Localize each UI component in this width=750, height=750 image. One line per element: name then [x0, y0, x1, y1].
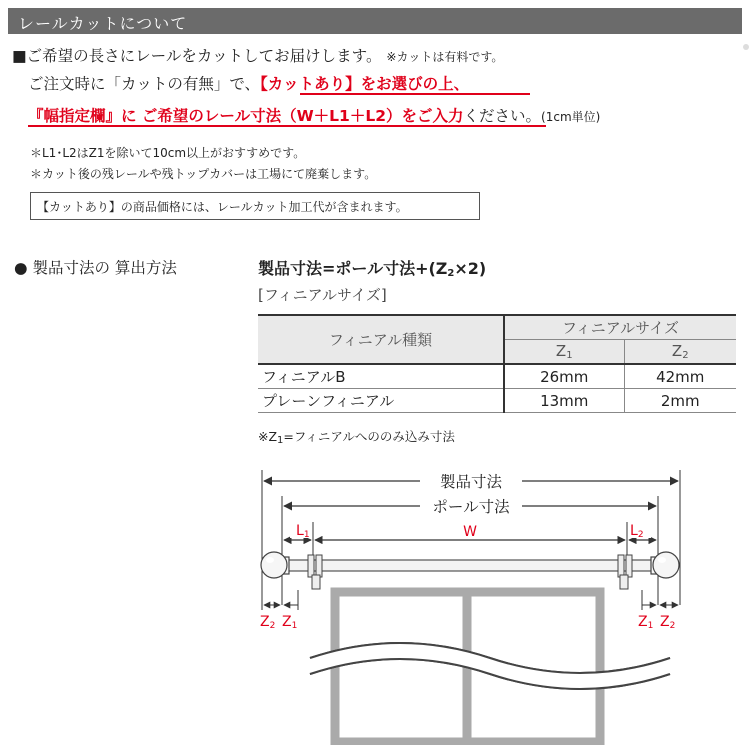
col-header-type: フィニアル種類 [258, 315, 504, 364]
col-header-size: フィニアルサイズ [504, 315, 736, 340]
intro-line-1: ■ご希望の長さにレールをカットしてお届けします。 ※カットは有料です。 [12, 47, 504, 65]
intro-line-2: ご注文時に「カットの有無」で、【カットあり】をお選びの上、 [28, 75, 470, 93]
red-underline [28, 125, 546, 127]
formula: 製品寸法=ポール寸法$+(Z_2\times 2)$ [258, 259, 487, 279]
pole [282, 560, 658, 571]
table-subtitle: [フィニアルサイズ] [258, 286, 387, 304]
section-title: レールカットについて [18, 14, 188, 33]
price-note-box [30, 192, 480, 220]
calc-method-heading: ● 製品寸法の 算出方法 [14, 259, 177, 277]
red-underline [300, 93, 530, 95]
label-product-size: 製品寸法 [439, 473, 503, 491]
table-row: プレーンフィニアル 13mm 2mm [258, 389, 736, 413]
left-finial [261, 552, 289, 578]
label-W: W [463, 524, 477, 540]
label-pole-size: ポール寸法 [432, 498, 510, 516]
table-row: フィニアルB 26mm 42mm [258, 364, 736, 389]
label-L2: L2 [630, 523, 644, 540]
intro-line-3: 『幅指定欄』に ご希望のレール寸法（W＋L1＋L2）をご入力ください。(1cm単位) [28, 107, 601, 125]
col-header-z2: $Z_2$ [624, 340, 736, 365]
label-Z2-right: Z2 [660, 614, 676, 631]
section-header [8, 8, 742, 34]
price-note: 【カットあり】の商品価格には、レールカット加工代が含まれます。 [37, 200, 408, 214]
finial-size-table [258, 314, 736, 413]
note-2: ＊カット後の残レールや残トップカバーは工場にて廃棄します。 [30, 167, 377, 181]
label-Z2-left: Z2 [260, 614, 276, 631]
label-Z1-right: Z1 [638, 614, 654, 631]
table-footnote: $※Z_1=$フィニアルへののみ込み寸法 [258, 429, 455, 446]
col-header-z1: $Z_1$ [504, 340, 624, 365]
rail-dimension-diagram [250, 460, 730, 745]
note-1: ＊L1･L2はZ1を除いて10cm以上がおすすめです。 [30, 146, 306, 160]
label-Z1-left: Z1 [282, 614, 298, 631]
right-finial [651, 552, 679, 578]
label-L1: L1 [296, 523, 310, 540]
scroll-indicator-dot [743, 44, 749, 50]
